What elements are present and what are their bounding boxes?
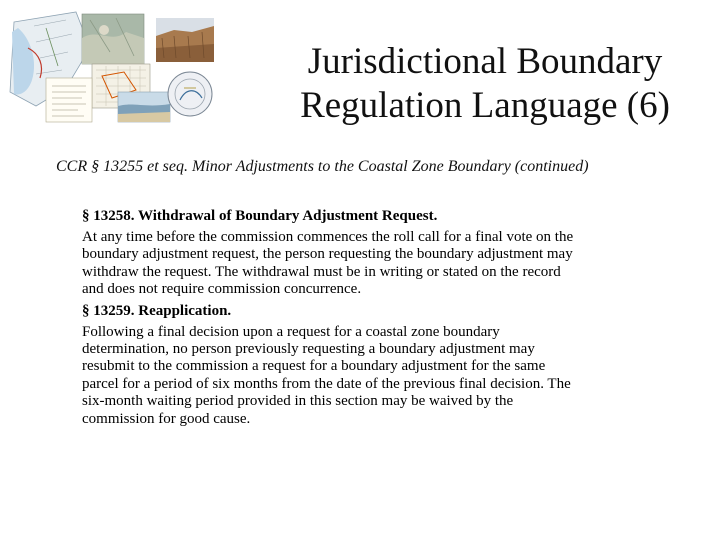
text-line: and does not require commission concurrence. bbox=[82, 281, 362, 298]
section-heading-13258: § 13258. Withdrawal of Boundary Adjustment Request. bbox=[82, 208, 438, 224]
slide-title bbox=[270, 40, 700, 128]
text-line: resubmit to the commission a request for a boundary adjustment for the same bbox=[82, 358, 546, 375]
text-line: withdraw the request. The withdrawal must be in writing or stated on the record bbox=[82, 263, 561, 280]
text-line: determination, no person previously requesting a boundary adjustment may bbox=[82, 341, 535, 358]
cliff-photo-icon bbox=[156, 18, 214, 62]
map-collage bbox=[6, 8, 218, 126]
text-line: commission for good cause. bbox=[82, 410, 251, 427]
text-line: boundary adjustment request, the person requesting the boundary adjustment may bbox=[82, 246, 573, 263]
document-icon bbox=[46, 78, 92, 122]
seal-icon bbox=[168, 72, 212, 116]
beach-photo-icon bbox=[118, 92, 170, 122]
slide-subtitle: CCR § 13255 et seq. Minor Adjustments to the Coastal Zone Boundary (continued) bbox=[56, 158, 589, 175]
regulation-text bbox=[82, 207, 682, 431]
text-line: parcel for a period of six months from the date of the previous final decision. The bbox=[82, 375, 571, 392]
text-line: Following a final decision upon a request for a coastal zone boundary bbox=[82, 323, 500, 340]
section-heading-13259: § 13259. Reapplication. bbox=[82, 302, 232, 319]
section-body-13259 bbox=[82, 324, 682, 428]
section-body-13258 bbox=[82, 229, 682, 299]
slide-title-line-2: Regulation Language (6) bbox=[300, 85, 670, 126]
aerial-photo-icon bbox=[82, 14, 144, 64]
text-line: At any time before the commission commences the roll call for a final vote on the bbox=[82, 229, 574, 245]
slide-title-line-1: Jurisdictional Boundary bbox=[307, 41, 663, 82]
text-line: six-month waiting period provided in this section may be waived by the bbox=[82, 393, 514, 410]
